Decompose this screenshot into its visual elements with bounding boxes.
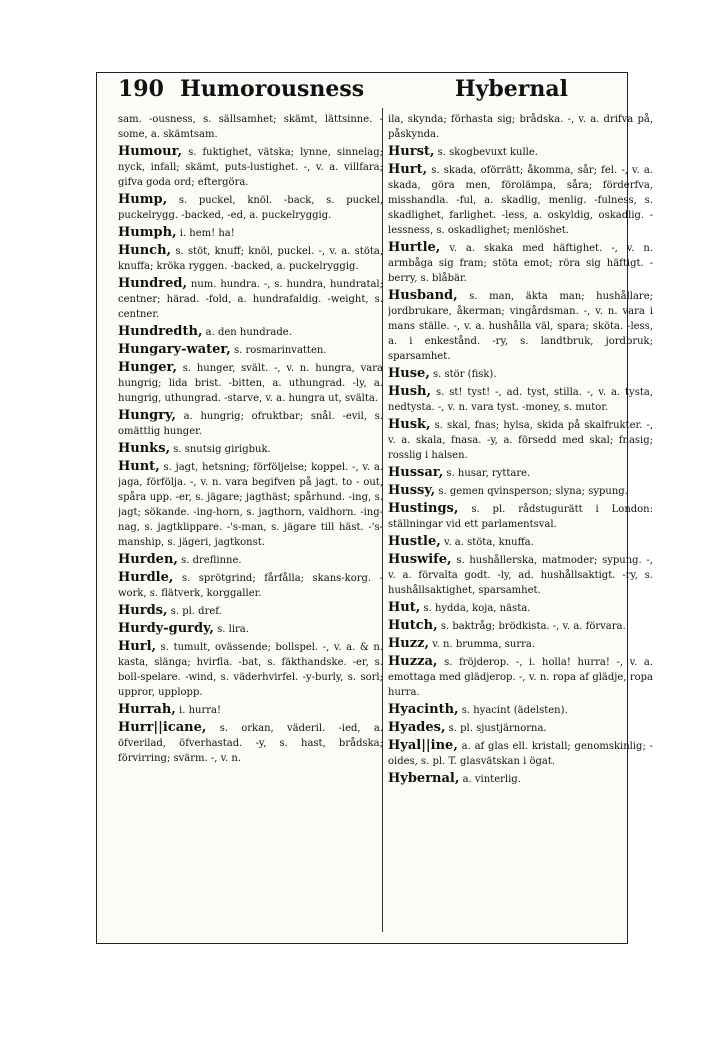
dictionary-entry [118, 570, 383, 601]
entry-headword: Hyal||ine, [388, 738, 458, 753]
entry-definition: s. sprötgrind; fårfålla; skans-korg. -work, s. flätverk, korggaller. [118, 573, 383, 599]
dictionary-entry [118, 225, 383, 241]
dictionary-entry [118, 360, 383, 406]
entry-definition: s. husar, ryttare. [446, 468, 531, 479]
entry-headword: Hunger, [118, 360, 177, 375]
dictionary-entry [388, 366, 653, 382]
entry-definition: s. pl. rådstugurätt i London: ställningar vid ett parlamentsval. [388, 504, 653, 530]
right-column [388, 112, 653, 932]
dictionary-entry [388, 417, 653, 463]
dictionary-entry [118, 324, 383, 340]
entry-headword: Huse, [388, 366, 430, 381]
dictionary-entry [118, 112, 383, 142]
entry-definition: s. fröjderop. -, i. holla! hurra! -, v. a. emottaga med glädjerop. -, v. n. ropa af glädje, ropa hurra. [388, 657, 653, 698]
entry-headword: Hutch, [388, 618, 438, 633]
entry-headword: Hush, [388, 384, 432, 399]
column-divider [382, 108, 383, 932]
entry-headword: Hyacinth, [388, 702, 459, 717]
entry-headword: Hybernal, [388, 771, 460, 786]
entry-definition: s. puckel, knöl. -back, s. puckel, puckelrygg. -backed, -ed, a. puckelryggig. [118, 195, 383, 221]
entry-headword: Hurr||icane, [118, 720, 207, 735]
entry-definition: s. tumult, ovässende; bollspel. -, v. a. & n. kasta, slänga; hvirfla. -bat, s. fäkthandske. -er, s. boll-spelare. -wind, s. väderhvirfel. -y-burly, s. sorl; uppror, upplopp. [118, 642, 383, 698]
entry-headword: Humour, [118, 144, 183, 159]
entry-headword: Hurst, [388, 144, 435, 159]
dictionary-entry [388, 144, 653, 160]
entry-definition: s. snutsig girigbuk. [173, 444, 271, 455]
dictionary-entry [388, 288, 653, 364]
entry-definition: a. den hundrade. [205, 327, 292, 338]
entry-headword: Hump, [118, 192, 168, 207]
entry-headword: Hundredth, [118, 324, 203, 339]
entry-definition: s. man, äkta man; hushållare; jordbrukare, åkerman; vingårdsman. -, v. n. vara i mans ställe. -, v. a. hushålla väl, spara; sköta. -less, a. i enkestånd. -ry, s. landtbruk, jordbruk; sparsamhet. [388, 291, 653, 362]
entry-definition: s. baktråg; brödkista. -, v. a. förvara. [440, 621, 626, 632]
entry-headword: Hungry, [118, 408, 176, 423]
dictionary-entry [118, 603, 383, 619]
dictionary-entry [118, 720, 383, 766]
dictionary-entry [388, 465, 653, 481]
entry-headword: Hurdle, [118, 570, 174, 585]
entry-headword: Hunch, [118, 243, 172, 258]
dictionary-entry [118, 192, 383, 223]
entry-headword: Huzza, [388, 654, 438, 669]
dictionary-entry [388, 738, 653, 769]
entry-definition: v. n. brumma, surra. [432, 639, 536, 650]
dictionary-entry [118, 639, 383, 700]
entry-definition: a. hungrig; ofruktbar; snål. -evil, s. omättlig hunger. [118, 411, 383, 437]
entry-headword: Hurtle, [388, 240, 441, 255]
page-number: 190 [118, 76, 164, 102]
dictionary-entry [388, 534, 653, 550]
entry-headword: Husband, [388, 288, 458, 303]
entry-headword: Hurdy-gurdy, [118, 621, 214, 636]
entry-headword: Huswife, [388, 552, 452, 567]
entry-definition: v. a. skaka med häftighet. -, v. n. armbåga sig fram; stöta emot; röra sig häftigt. -berry, s. blåbär. [388, 243, 653, 284]
page-header [118, 76, 568, 104]
dictionary-entry [388, 720, 653, 736]
dictionary-entry [388, 384, 653, 415]
entry-definition: s. skada, oförrätt; åkomma, sår; fel. -, v. a. skada, göra men, förolämpa, såra; förderfva, misshandla. -ful, a. skadlig, menlig. -fulness, s. skadlighet, farlighet. -less, a. oskyldig, oskadlig. -lessness, s. oskadlighet; menlöshet. [388, 165, 653, 236]
header-left-word: Humorousness [180, 76, 365, 102]
dictionary-entry [388, 702, 653, 718]
entry-definition: s. dreflinne. [181, 555, 242, 566]
entry-definition: s. pl. dref. [170, 606, 222, 617]
dictionary-entry [388, 636, 653, 652]
entry-definition: i. hurra! [179, 705, 222, 716]
dictionary-entry [118, 144, 383, 190]
entry-definition: a. vinterlig. [462, 774, 521, 785]
dictionary-entry [118, 441, 383, 457]
entry-definition: s. hydda, koja, nästa. [423, 603, 531, 614]
entry-headword: Hunks, [118, 441, 171, 456]
dictionary-entry [118, 552, 383, 568]
entry-headword: Husk, [388, 417, 431, 432]
dictionary-entry [388, 483, 653, 499]
entry-definition: ila, skynda; förhasta sig; brådska. -, v. a. drifva på, påskynda. [388, 114, 653, 140]
dictionary-entry [388, 618, 653, 634]
dictionary-entry [388, 112, 653, 142]
entry-headword: Hungary-water, [118, 342, 231, 357]
left-column [118, 112, 383, 932]
entry-headword: Hurrah, [118, 702, 176, 717]
entry-definition: num. hundra. -, s. hundra, hundratal; centner; härad. -fold, a. hundrafaldig. -weight, s. centner. [118, 279, 383, 320]
dictionary-entry [118, 342, 383, 358]
entry-headword: Hustings, [388, 501, 459, 516]
entry-definition: s. hyacint (ädelsten). [461, 705, 568, 716]
entry-headword: Hussy, [388, 483, 436, 498]
dictionary-entry [388, 600, 653, 616]
entry-definition: s. hunger, svält. -, v. n. hungra, vara hungrig; lida brist. -bitten, a. uthungrad. -ly, a. hungrig, uthungrad. -starve, v. a. hungra ut, svälta. [118, 363, 383, 404]
entry-headword: Hurt, [388, 162, 428, 177]
entry-definition: s. pl. sjustjärnorna. [448, 723, 547, 734]
entry-headword: Hurl, [118, 639, 157, 654]
entry-definition: s. gemen qvinsperson; slyna; sypung. [438, 486, 628, 497]
entry-headword: Hyades, [388, 720, 446, 735]
dictionary-entry [388, 501, 653, 532]
dictionary-entry [118, 702, 383, 718]
dictionary-entry [118, 408, 383, 439]
entry-definition: i. hem! ha! [179, 228, 235, 239]
entry-headword: Hurden, [118, 552, 178, 567]
entry-definition: s. stöt, knuff; knöl, puckel. -, v. a. stöta, knuffa; kröka ryggen. -backed, a. puckelryggig. [118, 246, 383, 272]
entry-headword: Hut, [388, 600, 421, 615]
entry-definition: s. lira. [217, 624, 249, 635]
dictionary-entry [388, 771, 653, 787]
entry-headword: Hustle, [388, 534, 441, 549]
entry-definition: s. hushållerska, matmoder; sypung. -, v. a. förvalta godt. -ly, ad. hushållsaktigt. -ry, s. hushållsaktighet, sparsamhet. [388, 555, 653, 596]
dictionary-entry [388, 240, 653, 286]
entry-definition: s. jagt, hetsning; förföljelse; koppel. -, v. a. jaga, förfölja. -, v. n. vara begifven på jagt. to - out, spåra upp. -er, s. jägare; jagthäst; spårhund. -ing, s. jagt; sökande. -ing-horn, s. jagthorn, valdhorn. -ing-nag, s. jagtklippare. -'s-man, s. jägare till häst. -'s-manship, s. jägeri, jagtkonst. [118, 462, 383, 548]
entry-headword: Hundred, [118, 276, 188, 291]
entry-headword: Huzz, [388, 636, 430, 651]
entry-definition: s. skogbevuxt kulle. [437, 147, 538, 158]
entry-definition: a. af glas ell. kristall; genomskinlig; -oides, s. pl. T. glasvätskan i ögat. [388, 741, 653, 767]
entry-headword: Hussar, [388, 465, 444, 480]
entry-definition: s. rosmarinvatten. [234, 345, 327, 356]
entry-definition: sam. -ousness, s. sällsamhet; skämt, lättsinne. -some, a. skämtsam. [118, 114, 383, 140]
dictionary-entry [118, 243, 383, 274]
entry-definition: s. stör (fisk). [433, 369, 497, 380]
dictionary-entry [118, 276, 383, 322]
dictionary-entry [388, 654, 653, 700]
dictionary-entry [388, 162, 653, 238]
entry-definition: s. fuktighet, vätska; lynne, sinnelag; nyck, infall; skämt, puts-lustighet. -, v. a. villfara; gifva goda ord; eftergöra. [118, 147, 383, 188]
dictionary-entry [118, 621, 383, 637]
entry-definition: s. skal, fnas; hylsa, skida på skalfrukter. -, v. a. skala, fnasa. -y, a. försedd med skal; fnasig; rosslig i halsen. [388, 420, 653, 461]
entry-headword: Hurds, [118, 603, 168, 618]
entry-headword: Hunt, [118, 459, 160, 474]
dictionary-entry [388, 552, 653, 598]
entry-definition: s. orkan, väderil. -ied, a. öfverilad, öfverhastad. -y, s. hast, brådska; förvirring; svärm. -, v. n. [118, 723, 383, 764]
entry-headword: Humph, [118, 225, 177, 240]
entry-definition: s. st! tyst! -, ad. tyst, stilla. -, v. a. tysta, nedtysta. -, v. n. vara tyst. -money, s. mutor. [388, 387, 653, 413]
dictionary-entry [118, 459, 383, 550]
header-right-word: Hybernal [454, 76, 568, 102]
entry-definition: v. a. stöta, knuffa. [443, 537, 534, 548]
